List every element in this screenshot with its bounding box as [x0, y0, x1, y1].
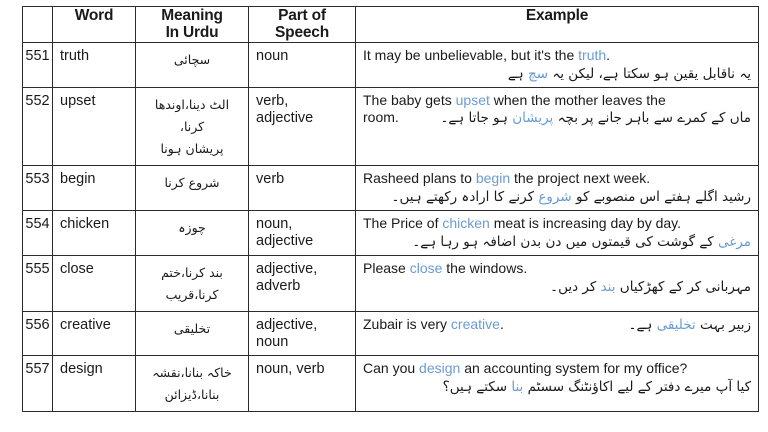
- column-header-pos-line2: Speech: [275, 24, 329, 42]
- meaning-urdu-line: بنانا،ڈیزائن: [164, 387, 220, 403]
- table-header: [23, 7, 759, 43]
- cell-part-of-speech: [249, 165, 356, 210]
- part-of-speech-line: noun,: [256, 215, 293, 232]
- part-of-speech-line: adjective,: [256, 261, 318, 278]
- example-urdu: رشید اگلے ہفتے اس منصوبے کو شروع کرنے کا ارادہ رکھتے ہیں۔: [391, 188, 751, 205]
- cell-word: close: [53, 256, 136, 312]
- part-of-speech-line: verb,: [256, 93, 289, 110]
- example-highlight-word: design: [419, 360, 461, 377]
- cell-meaning-urdu: [136, 42, 249, 87]
- example-urdu-highlight-word: بند: [600, 279, 616, 296]
- cell-word: chicken: [53, 210, 136, 255]
- cell-index: 557: [23, 356, 53, 412]
- example-urdu-highlight-word: پریشان: [512, 110, 554, 127]
- example-urdu-highlight-word: مرغی: [718, 234, 751, 251]
- example-english: The Price of chicken meat is increasing day by day.: [363, 214, 682, 231]
- cell-word: upset: [53, 88, 136, 166]
- table-row: [23, 210, 759, 255]
- cell-example: [356, 311, 759, 355]
- cell-word: begin: [53, 165, 136, 210]
- example-english: The baby gets upset when the mother leaves the: [363, 92, 666, 109]
- cell-example: [356, 165, 759, 210]
- example-urdu-highlight-word: سچ: [528, 65, 549, 82]
- cell-index: 552: [23, 88, 53, 166]
- example-english: Zubair is very creative.: [363, 315, 504, 332]
- table-row: [23, 42, 759, 87]
- column-header-word: Word: [53, 7, 136, 43]
- cell-word: creative: [53, 311, 136, 355]
- cell-part-of-speech: [249, 356, 356, 412]
- cell-meaning-urdu: [136, 311, 249, 355]
- column-header-index: [23, 7, 53, 43]
- cell-example: [356, 356, 759, 412]
- example-urdu: زبیر بہت تخلیقی ہے۔: [628, 316, 751, 333]
- table-body: [23, 42, 759, 411]
- vocabulary-table: [22, 6, 759, 412]
- example-english: Rasheed plans to begin the project next week.: [363, 169, 651, 186]
- table-row: [23, 356, 759, 412]
- cell-word: truth: [53, 42, 136, 87]
- column-header-pos-line1: Part of: [278, 7, 326, 24]
- part-of-speech-line: adjective: [256, 110, 314, 127]
- meaning-urdu-line: پریشان ہونا: [160, 140, 224, 156]
- example-highlight-word: truth: [578, 46, 607, 63]
- part-of-speech-line: noun: [256, 334, 289, 351]
- cell-meaning-urdu: [136, 256, 249, 312]
- cell-index: 551: [23, 42, 53, 87]
- part-of-speech-line: noun: [256, 47, 289, 64]
- example-urdu: کیا آپ میرے دفتر کے لیے اکاؤنٹنگ سسٹم بنا سکتے ہیں؟: [442, 379, 751, 396]
- meaning-urdu-line: بند کرنا،ختم کرنا،قریب: [161, 265, 223, 303]
- meaning-urdu-line: الٹ دینا،اوندھا کرنا،: [154, 97, 230, 134]
- cell-part-of-speech: [249, 42, 356, 87]
- cell-example: [356, 256, 759, 312]
- header-row: [23, 7, 759, 43]
- cell-index: 555: [23, 256, 53, 312]
- part-of-speech-line: noun, verb: [256, 361, 325, 378]
- table-row: [23, 88, 759, 166]
- part-of-speech-line: adjective,: [256, 316, 318, 333]
- cell-example: [356, 42, 759, 87]
- column-header-part-of-speech: [249, 7, 356, 43]
- example-urdu: یہ ناقابل یقین ہو سکتا ہے، لیکن یہ سچ ہے: [507, 65, 751, 82]
- column-header-meaning-line1: Meaning: [161, 7, 223, 24]
- meaning-urdu-line: چوزہ: [178, 219, 206, 235]
- meaning-urdu-line: تخلیقی: [173, 320, 211, 336]
- example-highlight-word: chicken: [442, 214, 490, 231]
- example-line: [363, 316, 751, 333]
- table-row: [23, 256, 759, 312]
- meaning-urdu-line: سچائی: [173, 51, 211, 67]
- cell-example: [356, 88, 759, 166]
- column-header-meaning-line2: In Urdu: [165, 24, 219, 42]
- cell-part-of-speech: [249, 88, 356, 166]
- example-urdu-highlight-word: شروع: [538, 188, 572, 205]
- example-english: Can you design an accounting system for my office?: [363, 360, 688, 377]
- column-header-meaning: [136, 7, 249, 43]
- cell-meaning-urdu: [136, 356, 249, 412]
- part-of-speech-line: verb: [256, 170, 285, 187]
- example-line: [363, 109, 751, 126]
- cell-part-of-speech: [249, 311, 356, 355]
- cell-example: [356, 210, 759, 255]
- example-highlight-word: upset: [455, 92, 490, 109]
- meaning-urdu-line: شروع کرنا: [164, 174, 220, 190]
- cell-index: 553: [23, 165, 53, 210]
- example-english-tail: room.: [363, 109, 399, 126]
- table-row: [23, 165, 759, 210]
- cell-part-of-speech: [249, 210, 356, 255]
- part-of-speech-line: adjective: [256, 233, 314, 250]
- column-header-example: Example: [356, 7, 759, 43]
- example-urdu-highlight-word: بنا: [511, 379, 524, 396]
- cell-meaning-urdu: [136, 165, 249, 210]
- example-urdu: مہربانی کر کے کھڑکیاں بند کر دیں۔: [550, 279, 751, 296]
- example-urdu: ماں کے کمرے سے باہر جانے پر بچہ پریشان ہو جاتا ہے۔: [440, 110, 751, 127]
- example-english: Please close the windows.: [363, 260, 528, 277]
- cell-part-of-speech: [249, 256, 356, 312]
- cell-word: design: [53, 356, 136, 412]
- cell-index: 554: [23, 210, 53, 255]
- cell-meaning-urdu: [136, 88, 249, 166]
- example-urdu-highlight-word: تخلیقی: [656, 316, 696, 333]
- example-highlight-word: begin: [475, 169, 511, 186]
- table-row: [23, 311, 759, 355]
- example-highlight-word: creative: [450, 315, 500, 332]
- example-english: It may be unbelievable, but it's the truth.: [363, 46, 611, 63]
- cell-index: 556: [23, 311, 53, 355]
- cell-meaning-urdu: [136, 210, 249, 255]
- meaning-urdu-line: خاکہ بنانا،نقشہ: [152, 365, 232, 381]
- example-urdu: مرغی کے گوشت کی قیمتوں میں دن بدن اضافہ ہو رہا ہے۔: [412, 234, 751, 251]
- example-highlight-word: close: [409, 260, 443, 277]
- part-of-speech-line: adverb: [256, 278, 301, 295]
